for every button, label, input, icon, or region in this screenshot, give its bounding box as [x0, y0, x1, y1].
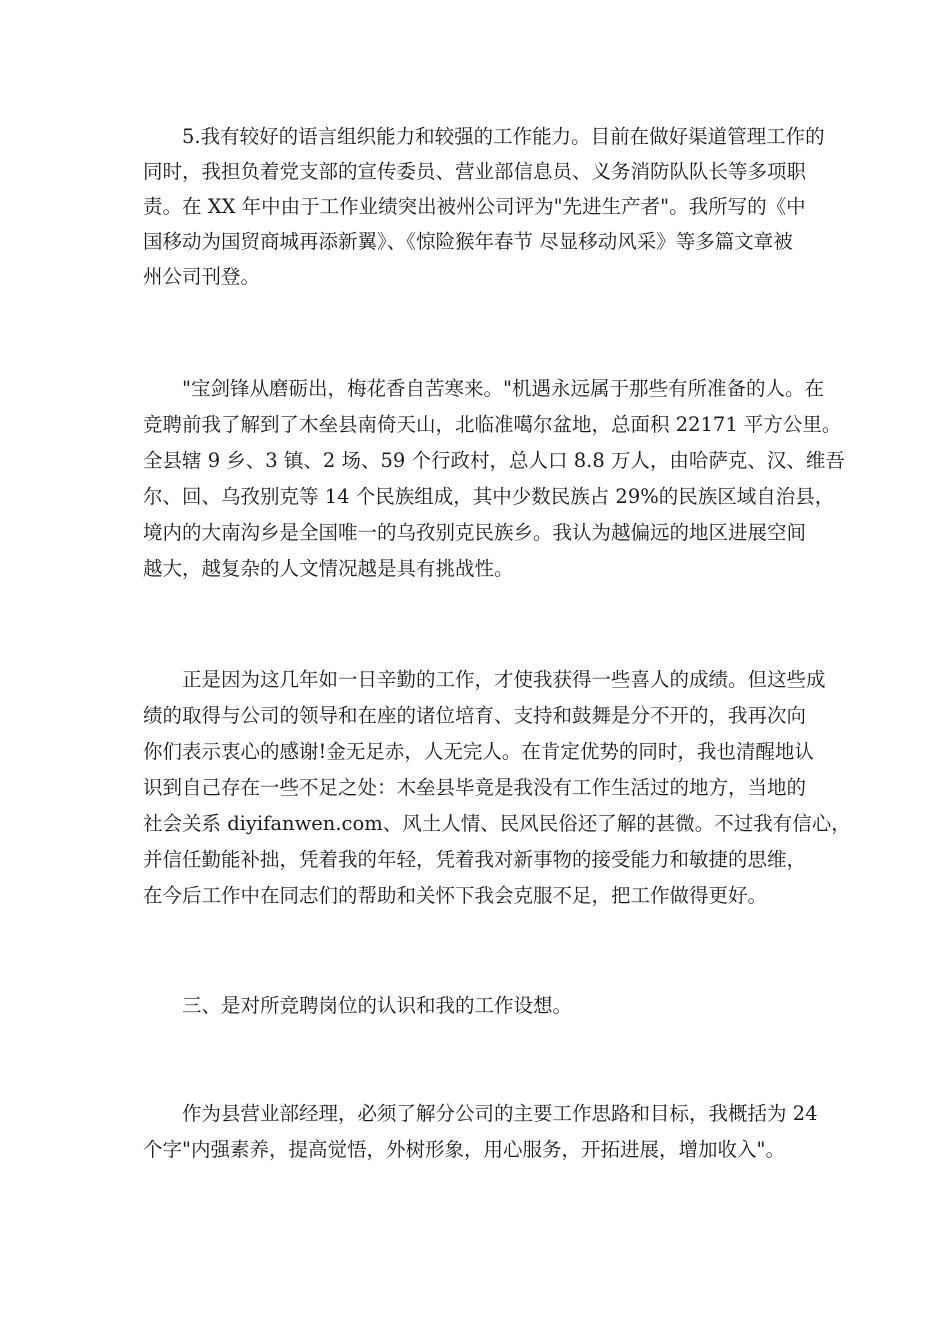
text-line: 尔、回、乌孜别克等 14 个民族组成，其中少数民族占 29%的民族区域自治县， — [143, 485, 835, 508]
text-line: 境内的大南沟乡是全国唯一的乌孜别克民族乡。我认为越偏远的地区进展空间 — [143, 521, 807, 544]
text-line: 责。在 XX 年中由于工作业绩突出被州公司评为"先进生产者"。我所写的《中 — [143, 195, 806, 218]
text-line: 全县辖 9 乡、3 镇、2 场、59 个行政村，总人口 8.8 万人，由哈萨克、汉、维吾 — [143, 449, 845, 472]
text-line: 社会关系 diyifanwen.com、风土人情、民风民俗还了解的甚微。不过我有信心， — [143, 812, 851, 835]
text-line: 竞聘前我了解到了木垒县南倚天山，北临准噶尔盆地，总面积 22171 平方公里。 — [143, 413, 842, 436]
text-line: 5.我有较好的语言组织能力和较强的工作能力。目前在做好渠道管理工作的 — [143, 125, 825, 148]
text-line: 个字"内强素养，提高觉悟，外树形象，用心服务，开拓进展，增加收入"。 — [143, 1138, 785, 1161]
text-line: 识到自己存在一些不足之处：木垒县毕竟是我没有工作生活过的地方，当地的 — [143, 776, 807, 799]
section-heading: 三、是对所竞聘岗位的认识和我的工作设想。 — [143, 994, 573, 1017]
text-line: 国移动为国贸商城再添新翼》、《惊险猴年春节 尽显移动风采》等多篇文章被 — [143, 230, 793, 253]
text-line: 越大，越复杂的人文情况越是具有挑战性。 — [143, 557, 514, 580]
text-line: 正是因为这几年如一日辛勤的工作，才使我获得一些喜人的成绩。但这些成 — [143, 668, 826, 691]
text-line: 州公司刊登。 — [143, 265, 261, 288]
text-line: "宝剑锋从磨砺出，梅花香自苦寒来。"机遇永远属于那些有所准备的人。在 — [143, 377, 824, 400]
text-line: 并信任勤能补拙，凭着我的年轻，凭着我对新事物的接受能力和敏捷的思维， — [143, 848, 807, 871]
text-line: 同时，我担负着党支部的宣传委员、营业部信息员、义务消防队队长等多项职 — [143, 160, 807, 183]
text-line: 作为县营业部经理，必须了解分公司的主要工作思路和目标，我概括为 24 — [143, 1102, 818, 1125]
text-line: 在今后工作中在同志们的帮助和关怀下我会克服不足，把工作做得更好。 — [143, 884, 768, 907]
text-line: 你们表示衷心的感谢!金无足赤，人无完人。在肯定优势的同时，我也清醒地认 — [143, 740, 814, 763]
text-line: 绩的取得与公司的领导和在座的诸位培育、支持和鼓舞是分不开的，我再次向 — [143, 704, 807, 727]
